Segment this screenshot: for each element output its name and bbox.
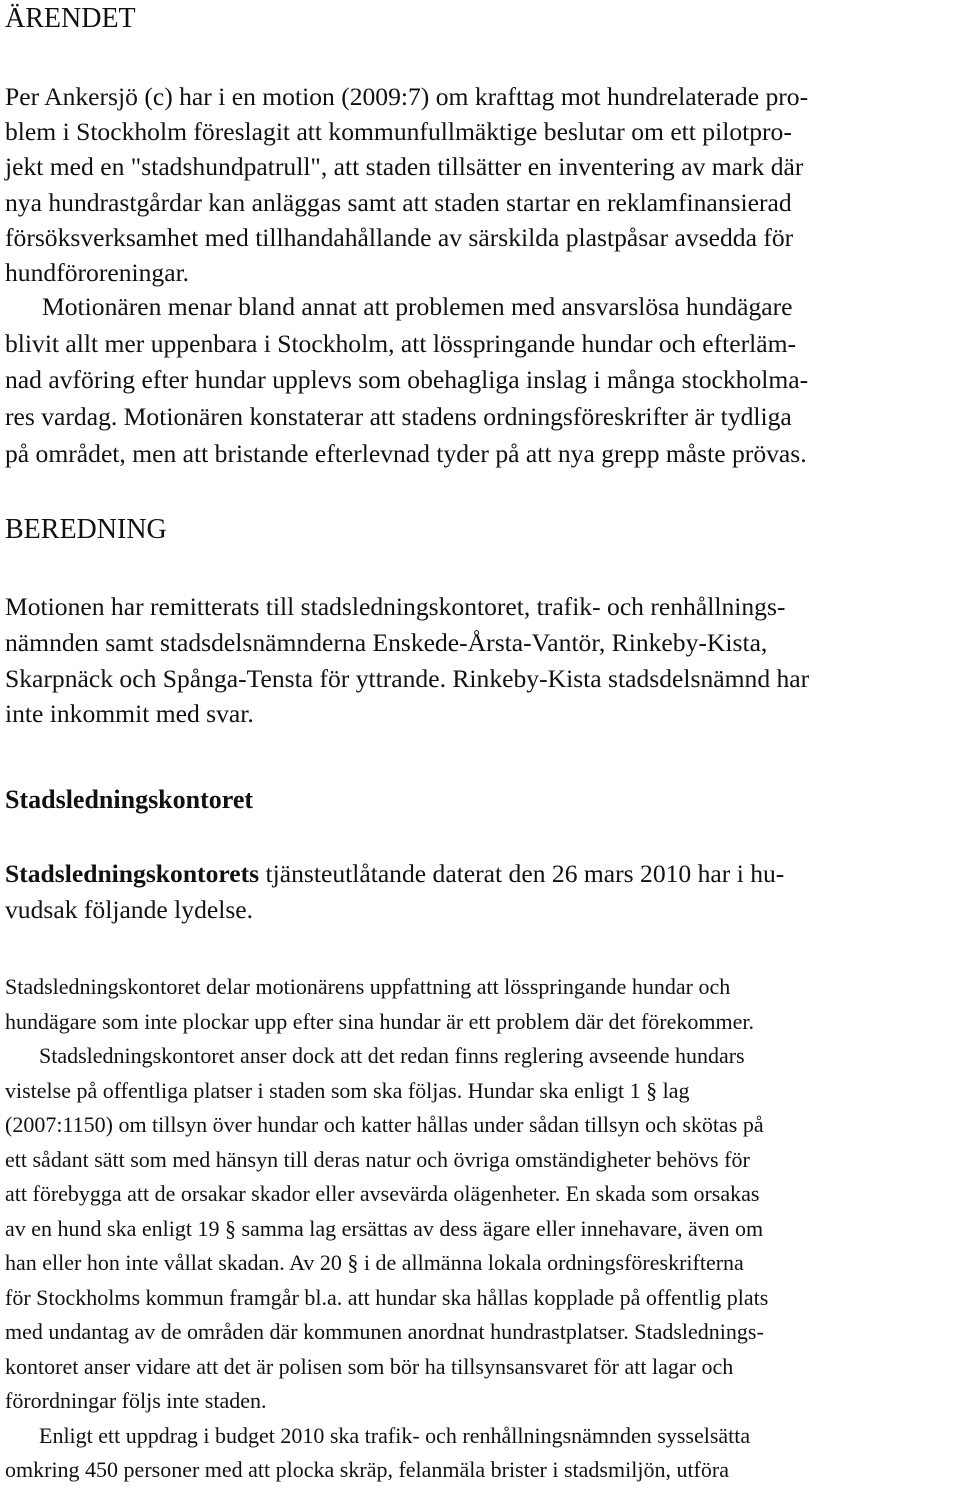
text-line: blivit allt mer uppenbara i Stockholm, att lösspringande hundar och efterläm- (5, 328, 797, 358)
intro-line-rest: tjänsteutlåtande daterat den 26 mars 2010 har i hu- (259, 859, 785, 888)
text-line: jekt med en "stadshundpatrull", att staden tillsätter en inventering av mark där (5, 152, 804, 182)
section-heading-arendet: ÄRENDET (5, 3, 136, 34)
text-line: han eller hon inte vållat skadan. Av 20 § i de allmänna lokala ordningsföreskrifterna (5, 1250, 744, 1275)
text-line: omkring 450 personer med att plocka skräp, felanmäla brister i stadsmiljön, utföra (5, 1457, 729, 1482)
text-line: Stadsledningskontoret delar motionärens uppfattning att lösspringande hundar och (5, 974, 731, 999)
text-line: hundföroreningar. (5, 258, 190, 288)
text-line: kontoret anser vidare att det är polisen som bör ha tillsynsansvaret för att lagar och (5, 1353, 734, 1379)
text-line: inte inkommit med svar. (5, 699, 254, 729)
text-line: nad avföring efter hundar upplevs som obehagliga inslag i många stockholma- (5, 365, 809, 395)
text-line: att förebygga att de orsakar skador eller avsevärda olägenheter. En skada som orsakas (5, 1181, 760, 1206)
intro-bold-term: Stadsledningskontorets (5, 859, 260, 888)
text-line: av en hund ska enligt 19 § samma lag ersättas av dess ägare eller innehavare, även om (5, 1215, 764, 1241)
text-line: nämnden samt stadsdelsnämnderna Enskede-Årsta-Vantör, Rinkeby-Kista, (5, 627, 768, 657)
beredning-paragraph (5, 589, 955, 732)
text-line: res vardag. Motionären konstaterar att stadens ordningsföreskrifter är tydliga (5, 402, 792, 432)
text-line: hundägare som inte plockar upp efter sina hundar är ett problem där det förekommer. (5, 1008, 754, 1034)
section-heading-beredning: BEREDNING (5, 514, 167, 545)
arendet-paragraph-1 (5, 79, 955, 290)
text-line: Stadsledningskontoret anser dock att det redan finns reglering avseende hundars (39, 1043, 745, 1068)
text-line: för Stockholms kommun framgår bl.a. att hundar ska hållas kopplade på offentlig plats (5, 1284, 769, 1310)
text-line: ett sådant sätt som med hänsyn till deras natur och övriga omständigheter behövs för (5, 1146, 750, 1172)
text-line: Per Ankersjö (c) har i en motion (2009:7) om krafttag mot hundrelaterade pro- (5, 82, 809, 111)
text-line: vudsak följande lydelse. (5, 894, 254, 924)
text-line: Motionen har remitterats till stadsledningskontoret, trafik- och renhållnings- (5, 592, 786, 621)
text-line: på området, men att bristande efterlevnad tyder på att nya grepp måste prövas. (5, 438, 807, 468)
arendet-paragraph-2 (5, 289, 955, 473)
text-line: Skarpnäck och Spånga-Tensta för yttrande. Rinkeby-Kista stadsdelsnämnd har (5, 663, 810, 693)
text-line: nya hundrastgårdar kan anläggas samt att staden startar en reklamfinansierad (5, 187, 792, 217)
stadsledningskontoret-intro (5, 856, 955, 928)
quoted-statement (5, 970, 955, 1488)
text-line: försöksverksamhet med tillhandahållande av särskilda plastpåsar avsedda för (5, 222, 794, 252)
text-line: med undantag av de områden där kommunen anordnat hundrastplatser. Stadslednings- (5, 1319, 764, 1344)
section-heading-stadsledningskontoret: Stadsledningskontoret (5, 785, 254, 814)
text-line: (2007:1150) om tillsyn över hundar och katter hållas under sådan tillsyn och skötas på (5, 1112, 764, 1137)
text-line: vistelse på offentliga platser i staden som ska följas. Hundar ska enligt 1 § lag (5, 1077, 690, 1103)
text-line: blem i Stockholm föreslagit att kommunfullmäktige beslutar om ett pilotpro- (5, 117, 792, 147)
text-line: Enligt ett uppdrag i budget 2010 ska trafik- och renhållningsnämnden sysselsätta (39, 1422, 751, 1448)
text-line: förordningar följs inte staden. (5, 1388, 267, 1413)
text-line (5, 856, 955, 892)
text-line: Motionären menar bland annat att problemen med ansvarslösa hundägare (42, 292, 793, 321)
